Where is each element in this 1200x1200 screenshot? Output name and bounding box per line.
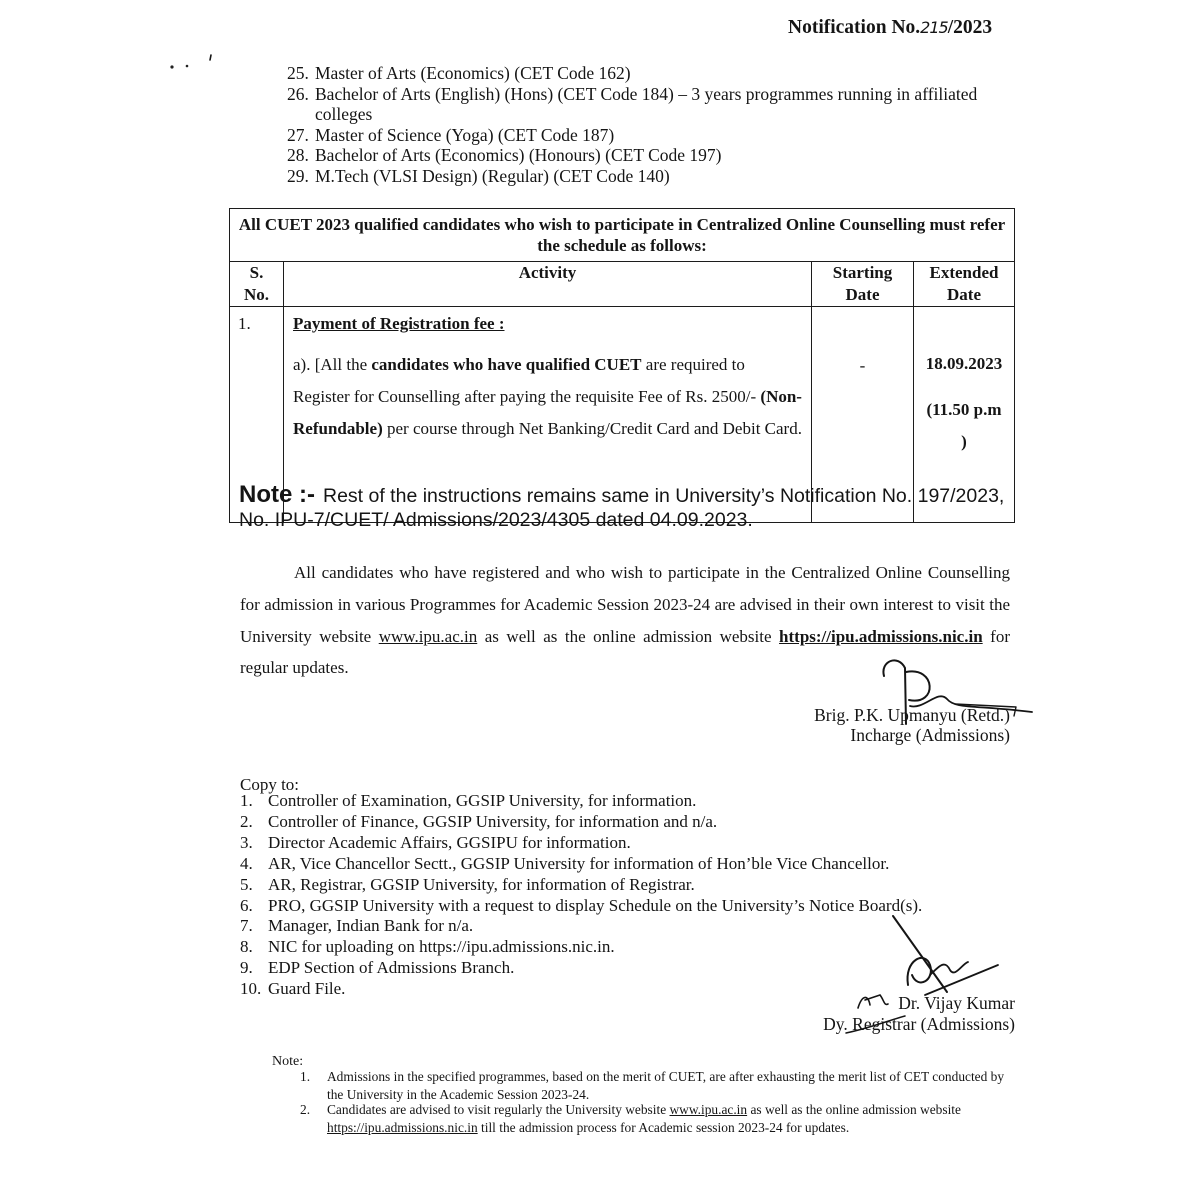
scan-mark <box>210 55 211 60</box>
notification-label: Notification No. <box>788 17 921 38</box>
signatory-name: Dr. Vijay Kumar <box>898 993 1015 1013</box>
programme-number: 28. <box>287 145 309 165</box>
header-extended-date <box>914 262 1015 307</box>
list-item-number: 6. <box>240 895 253 915</box>
footer-note-number: 1. <box>300 1069 311 1084</box>
programme-item <box>287 145 1017 166</box>
extended-date-value: 18.09.2023 <box>925 354 1003 373</box>
programme-number: 25. <box>287 63 309 83</box>
activity-text-part: (Non- Refundable) <box>293 387 802 438</box>
programme-number: 27. <box>287 124 309 145</box>
instructions-note <box>239 483 1004 532</box>
list-item-number: 10. <box>240 979 262 999</box>
activity-text-part: are required to Register for Counselling after paying the requisite Fee of Rs. 2500/- <box>293 355 761 406</box>
advisory-text: as well as the online admission website <box>477 626 780 646</box>
admission-website-link[interactable]: https://ipu.admissions.nic.in <box>327 1119 478 1135</box>
header-starting-line: Starting <box>832 263 893 282</box>
row-starting-date: - <box>812 307 914 523</box>
header-sno <box>230 262 284 307</box>
list-item-text: EDP Section of Admissions Branch. <box>268 958 515 978</box>
scan-mark <box>170 65 173 68</box>
footer-note-number: 2. <box>300 1102 311 1117</box>
programme-number: 26. <box>287 83 309 104</box>
list-item-text: Manager, Indian Bank for n/a. <box>268 916 474 936</box>
programme-name: Bachelor of Arts (Economics) (Honours) (CET Code 197) <box>315 145 722 165</box>
table-header-row <box>230 262 1015 307</box>
note-label: Note :- <box>239 481 315 508</box>
footer-note-heading: Note: <box>272 1054 304 1069</box>
note-line-1 <box>239 483 1004 508</box>
notification-number-handwritten: 215 <box>920 18 948 37</box>
university-website-link[interactable]: www.ipu.ac.in <box>669 1102 748 1117</box>
list-item-text: Controller of Finance, GGSIP University, for information and n/a. <box>268 811 718 831</box>
footer-note-text-part: Candidates are advised to visit regularly the University website <box>327 1102 670 1117</box>
programme-name: Master of Arts (Economics) (CET Code 162) <box>315 63 631 83</box>
activity-title: Payment of Registration fee : <box>293 314 505 333</box>
list-item-number: 1. <box>240 791 253 810</box>
programme-name: Master of Science (Yoga) (CET Code 187) <box>315 124 615 145</box>
list-item-number: 4. <box>240 853 253 873</box>
activity-text-part: a). [All the <box>293 355 372 374</box>
copy-to-heading: Copy to: <box>240 775 300 794</box>
list-item <box>240 916 1040 937</box>
list-item <box>240 833 1040 854</box>
list-item-text: AR, Vice Chancellor Sectt., GGSIP University for information of Hon’ble Vice Chancellor. <box>268 853 890 873</box>
activity-text-part: per course through Net Banking/Credit Card and Debit Card. <box>382 419 802 438</box>
note-text-1: Rest of the instructions remains same in University’s Notification No. 197/2023, <box>322 485 1005 507</box>
note-text-2: No. IPU-7/CUET/ Admissions/2023/4305 dated 04.09.2023. <box>239 509 753 531</box>
list-item-text: PRO, GGSIP University with a request to display Schedule on the University’s Notice Board(s). <box>268 895 923 915</box>
programme-number: 29. <box>287 165 309 186</box>
list-item-text: Director Academic Affairs, GGSIPU for information. <box>268 832 631 852</box>
footer-note-text-part: till the admission process for Academic session 2023-24 for updates. <box>477 1119 850 1135</box>
extended-time-value: (11.50 p.m <box>926 400 1002 419</box>
activity-text-part: candidates who have qualified CUET <box>371 355 642 374</box>
list-item <box>240 791 1040 812</box>
footer-note-text <box>327 1101 1010 1136</box>
signatory-designation: Incharge (Admissions) <box>850 725 1010 745</box>
programme-name: M.Tech (VLSI Design) (Regular) (CET Code 140) <box>315 165 670 186</box>
list-item-number: 9. <box>240 958 253 978</box>
list-item <box>240 958 1040 979</box>
programme-name: Bachelor of Arts (English) (Hons) (CET Code 184) – 3 years programmes running in affiliated colleges <box>315 83 978 124</box>
advisory-text: for regular updates. <box>240 626 1010 678</box>
copy-to-list <box>240 791 1040 1000</box>
footer-note-text: Admissions in the specified programmes, based on the merit of CUET, are after exhausting the merit list of CET conducted by the University in the Academic Session 2023-24. <box>327 1069 1005 1102</box>
list-item-text: Guard File. <box>268 979 346 999</box>
programme-item <box>287 125 1017 146</box>
list-item <box>240 896 1040 917</box>
signatory-incharge <box>814 705 1010 745</box>
scan-marks <box>170 55 211 69</box>
header-activity <box>284 262 812 307</box>
header-extended-line: Date <box>947 284 981 304</box>
programme-item <box>287 63 1017 84</box>
university-website-link[interactable]: www.ipu.ac.in <box>378 626 478 646</box>
table-caption-row <box>230 209 1015 262</box>
list-item <box>240 854 1040 875</box>
activity-description <box>293 349 802 445</box>
header-extended-line: Extended <box>929 263 999 282</box>
list-item-text: Controller of Examination, GGSIP University, for information. <box>268 791 697 810</box>
list-item-number: 8. <box>240 937 253 957</box>
advisory-paragraph <box>240 557 1010 684</box>
list-item <box>240 937 1040 958</box>
programme-item <box>287 84 1017 125</box>
list-item-number: 2. <box>240 811 253 831</box>
schedule-table <box>229 208 1015 523</box>
list-item <box>240 812 1040 833</box>
advisory-text: All candidates who have registered and who wish to participate in the Centralized Online Counselling for admission in various Programmes for Academic Session 2023-24 are advised in their own interest to visit the University website <box>240 563 1010 646</box>
header-starting-date <box>812 262 914 307</box>
footer-note-item <box>300 1068 1010 1103</box>
list-item-number: 5. <box>240 874 253 894</box>
header-activity-label: Activity <box>518 263 577 282</box>
footer-note-item <box>300 1101 1010 1136</box>
row-sno: 1. <box>230 307 284 523</box>
signatory-name: Brig. P.K. Upmanyu (Retd.) <box>814 705 1010 725</box>
signatory-registrar <box>823 993 1015 1035</box>
admission-website-link[interactable]: https://ipu.admissions.nic.in <box>779 626 983 646</box>
list-item-number: 7. <box>240 916 253 936</box>
signatory-designation: Dy. Registrar (Admissions) <box>823 1014 1015 1034</box>
list-item-text: AR, Registrar, GGSIP University, for information of Registrar. <box>268 874 695 894</box>
header-sno-line: S. <box>249 263 264 282</box>
programme-item <box>287 166 1017 187</box>
extended-time-close: ) <box>961 432 967 451</box>
table-caption: All CUET 2023 qualified candidates who wish to participate in Centralized Online Counselling must refer the schedule as follows: <box>230 209 1015 262</box>
footer-note-text-part: as well as the online admission website <box>747 1102 961 1117</box>
programme-list <box>287 63 1017 186</box>
notification-header <box>788 15 992 41</box>
notification-year: /2023 <box>947 17 993 38</box>
list-item-text: NIC for uploading on https://ipu.admissions.nic.in. <box>268 937 615 957</box>
list-item-number: 3. <box>240 832 253 852</box>
header-starting-line: Date <box>845 284 880 304</box>
scan-mark <box>186 65 189 68</box>
list-item <box>240 875 1040 896</box>
header-sno-line: No. <box>243 284 270 304</box>
